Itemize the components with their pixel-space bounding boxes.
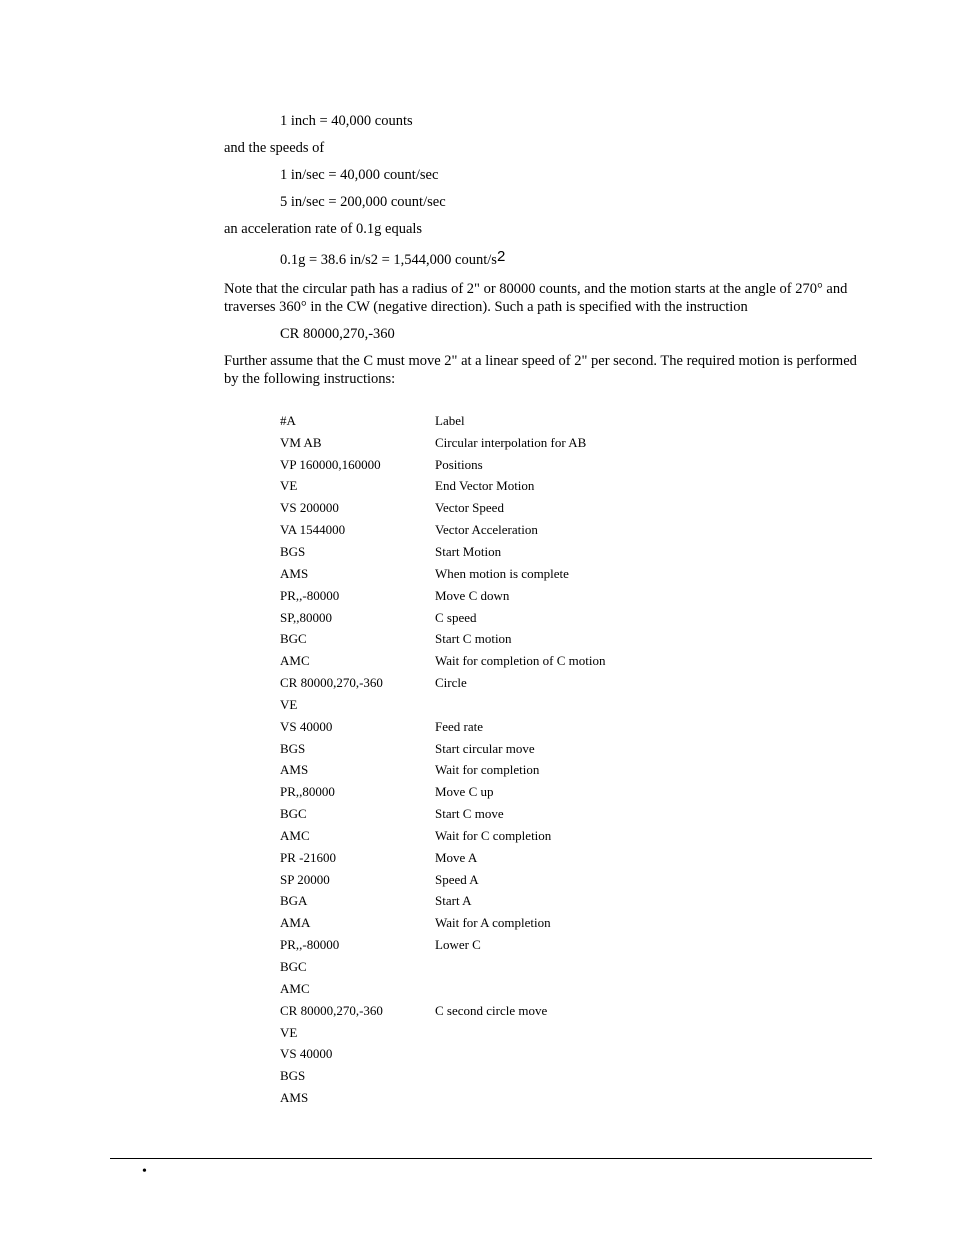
program-comment: Label (435, 412, 465, 428)
program-row (280, 825, 735, 847)
program-comment (435, 1087, 735, 1109)
program-row (280, 847, 735, 869)
program-row (280, 781, 735, 803)
program-command: AMS (280, 1090, 309, 1106)
program-command: SP 20000 (280, 871, 330, 887)
program-row (280, 541, 735, 563)
program-command: PR,,80000 (280, 784, 335, 800)
program-row (280, 476, 735, 498)
program-command: PR,,-80000 (280, 587, 340, 603)
program-comment (435, 956, 735, 978)
program-row (280, 585, 735, 607)
program-row (280, 738, 735, 760)
program-row (280, 563, 735, 585)
program-comment: Wait for completion of C motion (435, 653, 606, 669)
program-row (280, 497, 735, 519)
program-comment: Positions (435, 456, 483, 472)
program-command: BGS (280, 1068, 306, 1084)
accel-exponent: 2 (496, 248, 506, 265)
program-comment: Wait for A completion (435, 915, 551, 931)
footer-rule (110, 1158, 872, 1159)
program-row (280, 694, 735, 716)
program-command: PR -21600 (280, 849, 336, 865)
program-row (280, 1043, 735, 1065)
program-row (280, 650, 735, 672)
circle-note-paragraph: Note that the circular path has a radius of 2" or 80000 counts, and the motion starts at the angle of 270° and traverses 360° in the CW (negative direction). Such a path is specified with the instruction (224, 281, 848, 315)
program-row (280, 1065, 735, 1087)
program-comment (435, 1043, 735, 1065)
program-comment: Speed A (435, 871, 479, 887)
program-comment: Start C move (435, 806, 504, 822)
program-comment (435, 694, 735, 716)
program-command: VS 40000 (280, 718, 333, 734)
program-row (280, 803, 735, 825)
program-comment: C second circle move (435, 1002, 548, 1018)
program-comment: Move C up (435, 784, 494, 800)
program-row (280, 519, 735, 541)
program-command: AMS (280, 762, 309, 778)
program-comment: Move A (435, 849, 478, 865)
program-comment: Wait for completion (435, 762, 540, 778)
program-command: PR,,-80000 (280, 937, 340, 953)
program-comment: Start C motion (435, 631, 512, 647)
program-command: BGA (280, 893, 308, 909)
program-comment: Circular interpolation for AB (435, 434, 587, 450)
program-command: BGS (280, 543, 306, 559)
program-listing (280, 410, 735, 1109)
program-command: VE (280, 478, 298, 494)
program-row (280, 869, 735, 891)
program-comment (435, 1022, 735, 1044)
program-command: VE (280, 1024, 298, 1040)
program-command: CR 80000,270,-360 (280, 675, 383, 691)
accel-intro-line: an acceleration rate of 0.1g equals (224, 221, 423, 237)
program-row (280, 956, 735, 978)
program-comment: When motion is complete (435, 565, 569, 581)
program-comment: Start Motion (435, 543, 502, 559)
program-command: AMC (280, 653, 310, 669)
program-row (280, 432, 735, 454)
program-comment: Start A (435, 893, 472, 909)
program-command: AMC (280, 827, 310, 843)
program-command: VE (280, 696, 298, 712)
program-row (280, 607, 735, 629)
program-comment: Move C down (435, 587, 510, 603)
program-comment: Wait for C completion (435, 827, 552, 843)
speed-1-line: 1 in/sec = 40,000 count/sec (280, 167, 439, 183)
program-command: VP 160000,160000 (280, 456, 381, 472)
program-row (280, 672, 735, 694)
program-row (280, 1000, 735, 1022)
program-row (280, 628, 735, 650)
program-row (280, 410, 735, 432)
footer-bullet: • (142, 1164, 147, 1179)
accel-value-text: 0.1g = 38.6 in/s2 = 1,544,000 count/s (280, 252, 497, 268)
program-row (280, 978, 735, 1000)
program-command: VM AB (280, 434, 322, 450)
speeds-intro-line: and the speeds of (224, 140, 325, 156)
program-row (280, 1087, 735, 1109)
program-command: VS 200000 (280, 500, 339, 516)
accel-value-line (280, 248, 506, 269)
program-command: CR 80000,270,-360 (280, 1002, 383, 1018)
program-comment (435, 1065, 735, 1087)
program-command: #A (280, 412, 296, 428)
program-comment: End Vector Motion (435, 478, 535, 494)
program-comment: Vector Speed (435, 500, 504, 516)
program-comment (435, 978, 735, 1000)
program-comment: Circle (435, 675, 467, 691)
program-comment: Start circular move (435, 740, 535, 756)
program-row (280, 934, 735, 956)
program-command: BGC (280, 959, 307, 975)
program-body (280, 410, 735, 1109)
program-command: AMA (280, 915, 311, 931)
speed-5-line: 5 in/sec = 200,000 count/sec (280, 194, 446, 210)
program-command: BGS (280, 740, 306, 756)
program-command: VA 1544000 (280, 522, 346, 538)
program-command: VS 40000 (280, 1046, 333, 1062)
cr-instruction-line: CR 80000,270,-360 (280, 326, 395, 342)
program-command: BGC (280, 631, 307, 647)
program-comment: Feed rate (435, 718, 484, 734)
program-command: AMC (280, 980, 310, 996)
program-row (280, 454, 735, 476)
program-row (280, 891, 735, 913)
program-comment: Lower C (435, 937, 481, 953)
program-comment: C speed (435, 609, 477, 625)
program-command: BGC (280, 806, 307, 822)
program-comment: Vector Acceleration (435, 522, 538, 538)
program-command: SP,,80000 (280, 609, 333, 625)
program-row (280, 912, 735, 934)
program-row (280, 716, 735, 738)
program-command: AMS (280, 565, 309, 581)
further-note-paragraph: Further assume that the C must move 2" at a linear speed of 2" per second. The required motion is performed by the following instructions: (224, 353, 857, 387)
program-row (280, 1022, 735, 1044)
inch-counts-line: 1 inch = 40,000 counts (280, 113, 413, 129)
program-row (280, 760, 735, 782)
